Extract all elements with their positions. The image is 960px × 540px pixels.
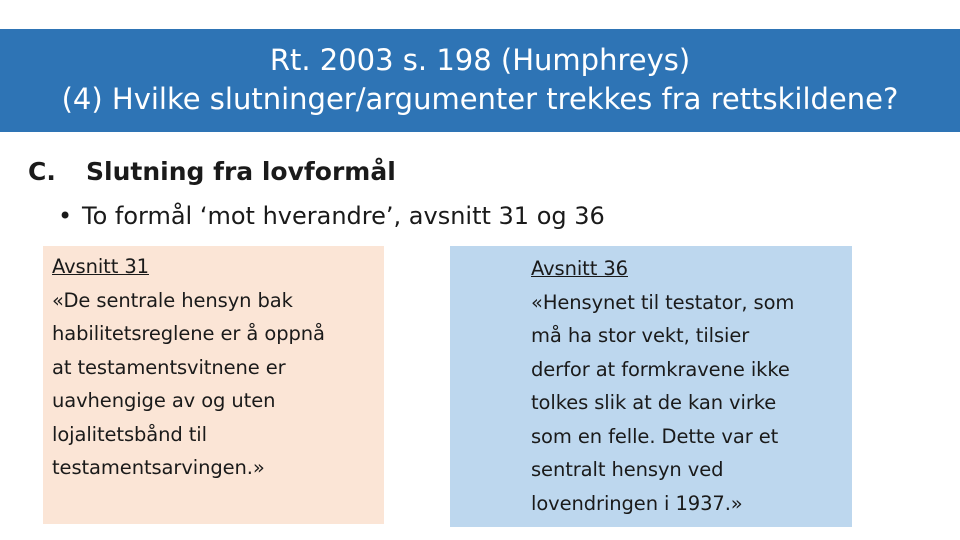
quote-line: lovendringen i 1937.» [531,491,743,515]
quote-line: som en felle. Dette var et [531,424,779,448]
title-bar [0,29,960,132]
bullet-text: To formål ‘mot hverandre’, avsnitt 31 og 36 [82,202,605,230]
quote-line: uavhengige av og uten [52,389,276,412]
quote-line: testamentsarvingen.» [52,456,265,479]
quote-line: sentralt hensyn ved [531,458,724,481]
quote-line: «De sentrale hensyn bak [52,288,293,312]
quote-line: derfor at formkravene ikke [531,357,790,381]
quote-line: at testamentsvitnene er [52,355,286,379]
quote-line: habilitetsreglene er å oppnå [52,322,325,345]
quote-line: «Hensynet til testator, som [531,290,795,314]
quote-line: lojalitetsbånd til [52,422,207,446]
bullet-point [58,199,605,233]
slide-title-line-2: (4) Hvilke slutninger/argumenter trekkes fra rettskildene? [61,82,899,116]
quote-line: må ha stor vekt, tilsier [531,324,750,347]
quote-box-avsnitt-36 [450,246,852,527]
quote-box-heading: Avsnitt 31 [52,255,149,278]
section-heading [28,155,396,189]
slide-title-line-1: Rt. 2003 s. 198 (Humphreys) [269,43,691,77]
quote-box-heading: Avsnitt 36 [531,257,628,280]
quote-line: tolkes slik at de kan virke [531,391,777,414]
bullet-icon: • [58,202,73,230]
quote-box-avsnitt-31 [43,246,384,524]
section-heading-text: Slutning fra lovformål [86,157,396,186]
section-letter: C. [28,157,56,186]
